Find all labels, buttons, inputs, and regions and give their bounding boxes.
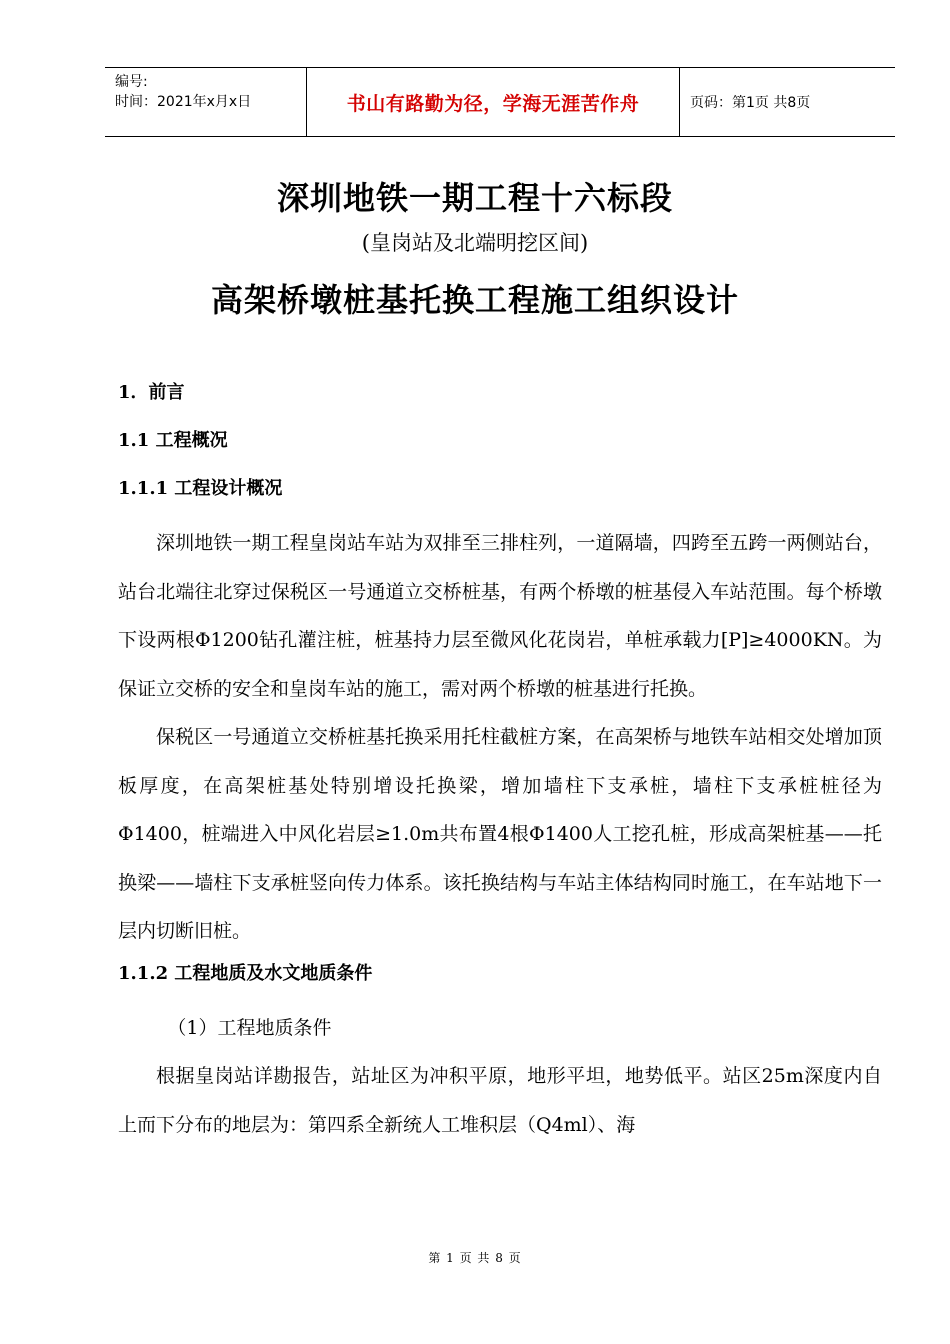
sub-title: (皇岗站及北端明挖区间) xyxy=(361,231,589,255)
document-title: 高架桥墩桩基托换工程施工组织设计 xyxy=(210,281,739,319)
main-title: 深圳地铁一期工程十六标段 xyxy=(276,179,673,217)
section-heading-1: 1．前言 xyxy=(118,382,185,403)
header-meta-cell xyxy=(105,68,307,136)
document-number-label: 编号: xyxy=(115,74,148,90)
page-footer: 第 1 页 共 8 页 xyxy=(428,1251,522,1265)
document-date-label: 时间：2021年x月x日 xyxy=(115,94,252,110)
paragraph-underpinning-scheme: 保税区一号通道立交桥桩基托换采用托柱截桩方案，在高架桥与地铁车站相交处增加顶板厚度，在高架桩基处特别增设托换梁，增加墙柱下支承桩，墙柱下支承桩桩径为Φ1400，桩端进入中风化岩层≥1.0m共布置4根Φ1400人工挖孔桩，形成高架桩基——托换梁——墙柱下支承桩竖向传力体系。该托换结构与车站主体结构同时施工，在车站地下一层内切断旧桩。 xyxy=(118,726,882,942)
section-heading-1-1-1: 1.1.1 工程设计概况 xyxy=(118,478,283,499)
paragraph-geology: 根据皇岗站详勘报告，站址区为冲积平原，地形平坦，地势低平。站区25m深度内自上而下分布的地层为：第四系全新统人工堆积层（Q4ml）、海 xyxy=(118,1065,882,1136)
page-header xyxy=(105,67,895,137)
paragraph-design-overview: 深圳地铁一期工程皇岗站车站为双排至三排柱列，一道隔墙，四跨至五跨一两侧站台，站台北端往北穿过保税区一号通道立交桥桩基，有两个桥墩的桩基侵入车站范围。每个桥墩下设两根Φ1200钻孔灌注桩，桩基持力层至微风化花岗岩，单桩承载力[P]≥4000KN。为保证立交桥的安全和皇岗车站的施工，需对两个桥墩的桩基进行托换。 xyxy=(118,532,882,700)
section-heading-1-1: 1.1 工程概况 xyxy=(118,430,228,451)
header-motto: 书山有路勤为径，学海无涯苦作舟 xyxy=(307,68,680,136)
header-page-info: 页码：第1页 共8页 xyxy=(690,95,811,111)
section-heading-1-1-2: 1.1.2 工程地质及水文地质条件 xyxy=(118,962,373,984)
document-body xyxy=(118,375,882,1149)
subsection-label-geology: （1）工程地质条件 xyxy=(167,1016,332,1039)
